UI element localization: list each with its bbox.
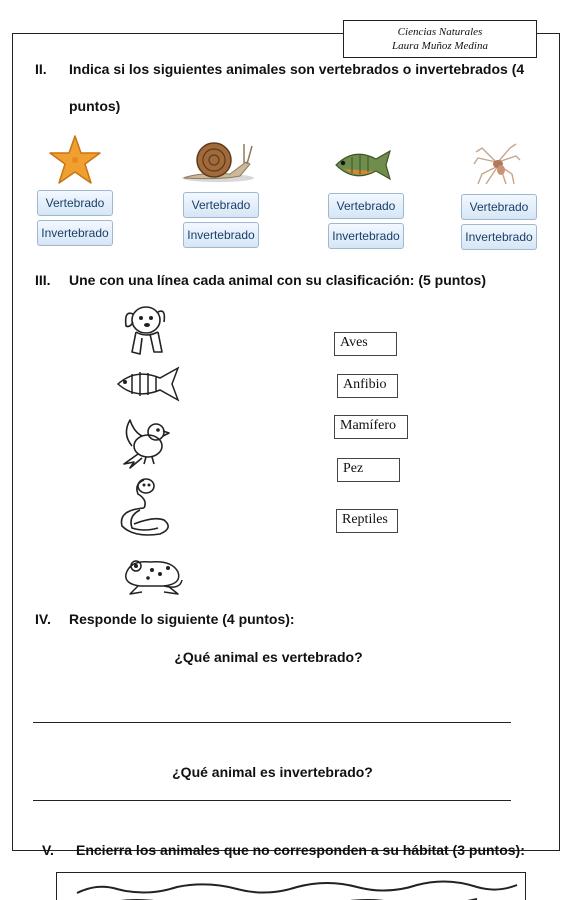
header-teacher: Laura Muñoz Medina — [392, 40, 488, 52]
invertebrado-button-starfish[interactable]: Invertebrado — [37, 220, 113, 246]
invertebrado-button-spider[interactable]: Invertebrado — [461, 224, 537, 250]
invertebrado-button-fish[interactable]: Invertebrado — [328, 223, 404, 249]
class-box-anfibio[interactable]: Anfibio — [337, 374, 398, 398]
answer-line-2[interactable] — [33, 800, 511, 801]
header-box — [343, 20, 537, 58]
question-invertebrado: ¿Qué animal es invertebrado? — [172, 764, 373, 780]
section-4-text: Responde lo siguiente (4 puntos): — [69, 611, 295, 627]
bird-icon — [120, 412, 170, 470]
question-vertebrado: ¿Qué animal es vertebrado? — [174, 649, 363, 665]
section-5-text: Encierra los animales que no corresponden a su hábitat (3 puntos): — [76, 842, 525, 858]
answer-line-1[interactable] — [33, 722, 511, 723]
section-4-number: IV. — [35, 611, 51, 627]
section-3-number: III. — [35, 272, 51, 288]
starfish-icon — [46, 134, 104, 186]
fish-icon — [330, 145, 394, 185]
vertebrado-button-starfish[interactable]: Vertebrado — [37, 190, 113, 216]
vertebrado-button-snail[interactable]: Vertebrado — [183, 192, 259, 218]
section-2-number: II. — [35, 61, 47, 77]
snake-icon — [114, 476, 176, 540]
vertebrado-button-spider[interactable]: Vertebrado — [461, 194, 537, 220]
section-5-number: V. — [42, 842, 54, 858]
habitat-waves-icon — [57, 873, 526, 900]
fish-icon — [114, 364, 184, 404]
vertebrado-button-fish[interactable]: Vertebrado — [328, 193, 404, 219]
section-2-text-line2: puntos) — [69, 98, 121, 114]
class-box-reptiles[interactable]: Reptiles — [336, 509, 398, 533]
dog-icon — [120, 302, 170, 358]
frog-icon — [120, 552, 186, 596]
invertebrado-button-snail[interactable]: Invertebrado — [183, 222, 259, 248]
class-box-aves[interactable]: Aves — [334, 332, 397, 356]
section-3-text: Une con una línea cada animal con su clasificación: (5 puntos) — [69, 272, 486, 288]
header-subject: Ciencias Naturales — [397, 26, 483, 38]
class-box-mamifero[interactable]: Mamífero — [334, 415, 408, 439]
class-box-pez[interactable]: Pez — [337, 458, 400, 482]
spider-icon — [472, 140, 522, 188]
habitat-image — [56, 872, 526, 900]
snail-icon — [180, 138, 256, 184]
section-2-text-line1: Indica si los siguientes animales son vertebrados o invertebrados (4 — [69, 61, 525, 77]
